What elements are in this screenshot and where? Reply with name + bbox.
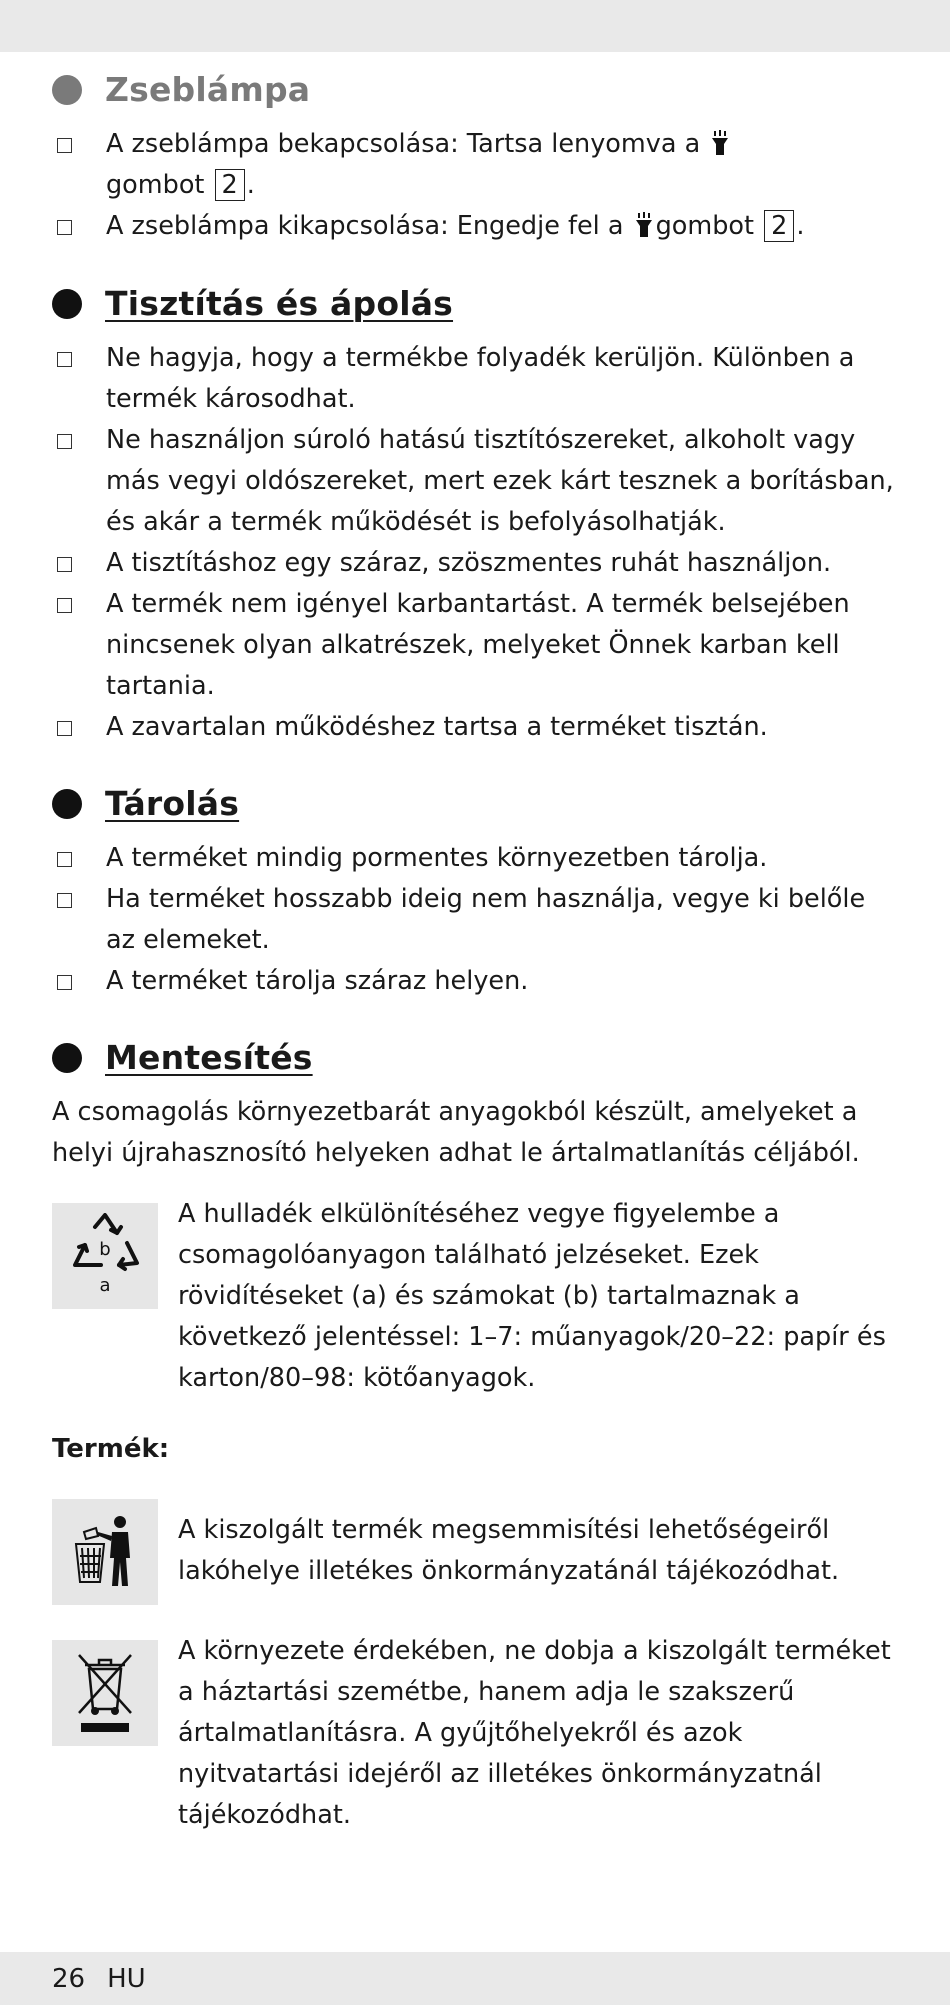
section-title: Mentesítés	[105, 1038, 313, 1077]
checkbox-bullet	[57, 557, 72, 572]
bullet-dot	[52, 789, 82, 819]
item-text: gombot	[655, 211, 755, 241]
checkbox-bullet	[57, 975, 72, 990]
checkbox-bullet	[57, 220, 72, 235]
list-item	[52, 338, 902, 420]
item-text: A terméket tárolja száraz helyen.	[106, 966, 529, 996]
checkbox-bullet	[57, 138, 72, 153]
disposal-intro: A csomagolás környezetbarát anyagokból készült, amelyeket a helyi újrahasznosító helyeken adhat le ártalmatlanítás céljából.	[52, 1097, 860, 1168]
item-text: gombot	[106, 170, 205, 200]
item-text: Ne hagyja, hogy a termékbe folyadék kerüljön. Különben a termék károsodhat.	[106, 343, 855, 414]
item-text: Ha terméket hosszabb ideig nem használja, vegye ki belőle az elemeket.	[106, 884, 866, 955]
item-text: A zseblámpa kikapcsolása: Engedje fel a	[106, 211, 624, 241]
top-band	[0, 0, 950, 52]
flashlight-icon	[635, 212, 653, 238]
checkbox-bullet	[57, 434, 72, 449]
item-text: A termék nem igényel karbantartást. A termék belsejében nincsenek olyan alkatrészek, melyeket Önnek karban kell tartania.	[106, 589, 850, 701]
list-item	[52, 961, 902, 1002]
dispose-icon-box	[52, 1499, 158, 1605]
list-item	[52, 124, 902, 206]
product-disposal-text-1: A kiszolgált termék megsemmisítési lehetőségeiről lakóhelye illetékes önkormányzatánál tájékozódhat.	[178, 1515, 840, 1586]
checkbox-bullet	[57, 893, 72, 908]
page-number: 26	[52, 1963, 86, 1994]
list-item	[52, 420, 902, 543]
section-heading-disposal	[52, 1038, 313, 1077]
item-text: Ne használjon súroló hatású tisztítószereket, alkoholt vagy más vegyi oldószereket, mert ezek kárt tesznek a borításban, és akár a termék működését is befolyásolhatják.	[106, 425, 894, 537]
item-text: A zseblámpa bekapcsolása: Tartsa lenyomva a	[106, 129, 701, 159]
page-footer	[0, 1952, 950, 2005]
part-reference: 2	[215, 169, 245, 201]
item-text: A tisztításhoz egy száraz, szöszmentes ruhát használjon.	[106, 548, 832, 578]
list-item	[52, 838, 902, 879]
bullet-dot	[52, 289, 82, 319]
dispose-in-bin-icon	[68, 1512, 142, 1592]
flashlight-icon	[711, 130, 729, 156]
weee-icon-box	[52, 1640, 158, 1746]
section-title: Tárolás	[105, 784, 240, 823]
checkbox-bullet	[57, 352, 72, 367]
item-text: .	[796, 211, 805, 241]
product-disposal-text-2: A környezete érdekében, ne dobja a kiszolgált terméket a háztartási szemétbe, hanem adja le szakszerű ártalmatlanításra. A gyűjtőhelyekről és azok nyitvatartási idejéről az illetékes önkormányzatnál tájékozódhat.	[178, 1636, 891, 1830]
list-item	[52, 543, 902, 584]
product-label: Termék:	[52, 1434, 170, 1464]
language-code: HU	[107, 1963, 146, 1994]
recycling-symbol-icon	[65, 1213, 145, 1299]
section-title: Zseblámpa	[105, 70, 311, 109]
part-reference: 2	[764, 210, 794, 242]
bullet-dot	[52, 75, 82, 105]
bullet-dot	[52, 1043, 82, 1073]
list-item	[52, 879, 902, 961]
checkbox-bullet	[57, 721, 72, 736]
item-text: A terméket mindig pormentes környezetben tárolja.	[106, 843, 768, 873]
recycling-text: A hulladék elkülönítéséhez vegye figyelembe a csomagolóanyagon található jelzéseket. Ezek rövidítéseket (a) és számokat (b) tartalmaznak a következő jelentéssel: 1–7: műanyagok/20–22: papír és karton/80–98: kötőanyagok.	[178, 1199, 886, 1393]
recycling-code-b: b	[99, 1239, 111, 1260]
section-heading-storage	[52, 784, 239, 823]
list-item	[52, 707, 902, 748]
checkbox-bullet	[57, 852, 72, 867]
section-title: Tisztítás és ápolás	[105, 284, 454, 323]
checkbox-bullet	[57, 598, 72, 613]
item-text: .	[246, 170, 255, 200]
recycling-code-a: a	[99, 1275, 111, 1296]
recycling-symbol-box	[52, 1203, 158, 1309]
list-item	[52, 584, 902, 707]
crossed-out-wheelie-bin-icon	[73, 1651, 137, 1735]
section-heading-cleaning	[52, 284, 453, 323]
section-heading-flashlight	[52, 70, 310, 109]
item-text: A zavartalan működéshez tartsa a terméket tisztán.	[106, 712, 768, 742]
list-item	[52, 206, 902, 247]
